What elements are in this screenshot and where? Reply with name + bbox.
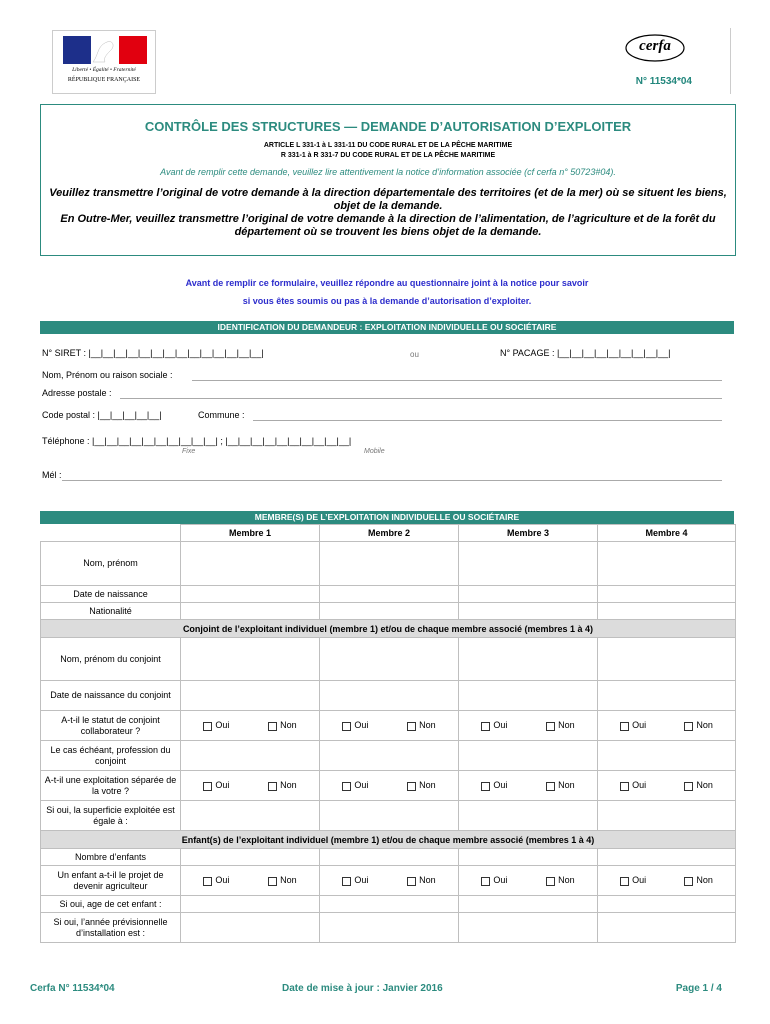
input-cell[interactable] <box>181 913 320 943</box>
input-cell[interactable] <box>459 603 598 620</box>
address-label: Adresse postale : <box>42 388 112 398</box>
conjoint-subsection-row <box>41 620 736 638</box>
input-cell[interactable] <box>598 542 736 586</box>
member-nationality-row <box>41 603 736 620</box>
address-input-line[interactable] <box>120 398 722 399</box>
header-divider <box>730 28 731 94</box>
input-cell[interactable] <box>598 913 736 943</box>
non-checkbox[interactable]: Non <box>407 780 436 790</box>
input-cell[interactable] <box>459 638 598 681</box>
row-label: A-t-il le statut de conjoint collaborateur ? <box>41 711 181 741</box>
yes-no-cell <box>181 866 320 896</box>
cerfa-logo-text: cerfa <box>639 38 671 54</box>
yes-no-cell <box>181 771 320 801</box>
non-checkbox[interactable]: Non <box>684 720 713 730</box>
cerfa-logo <box>625 33 685 63</box>
input-cell[interactable] <box>598 603 736 620</box>
input-cell[interactable] <box>459 681 598 711</box>
phone-field[interactable]: Téléphone : |__|__|__|__|__|__|__|__|__|__| ; |__|__|__|__|__|__|__|__|__|__| <box>42 436 352 446</box>
name-label: Nom, Prénom ou raison sociale : <box>42 370 173 380</box>
row-label: Si oui, age de cet enfant : <box>41 896 181 913</box>
input-cell[interactable] <box>181 741 320 771</box>
oui-checkbox[interactable]: Oui <box>342 780 368 790</box>
yes-no-cell <box>598 771 736 801</box>
email-label: Mél : <box>42 470 62 480</box>
yes-no-cell <box>459 866 598 896</box>
input-cell[interactable] <box>320 586 459 603</box>
intro-line-1: Avant de remplir ce formulaire, veuillez répondre au questionnaire joint à la notice pour savoir <box>185 278 589 288</box>
row-label: Nom, prénom <box>41 542 181 586</box>
siret-field[interactable]: N° SIRET : |__|__|__|__|__|__|__|__|__|__|__|__|__|__| <box>42 348 264 358</box>
non-checkbox[interactable]: Non <box>546 720 575 730</box>
pacage-field[interactable]: N° PACAGE : |__|__|__|__|__|__|__|__|__| <box>500 348 671 358</box>
conjoint-status-row <box>41 711 736 741</box>
send-instruction-2: En Outre-Mer, veuillez transmettre l’original de votre demande à la direction de l’alimentation, de l’agriculture et de la forêt du département où se trouvent les biens objet de la demande. <box>60 213 716 238</box>
oui-checkbox[interactable]: Oui <box>620 875 646 885</box>
non-checkbox[interactable]: Non <box>407 720 436 730</box>
input-cell[interactable] <box>598 849 736 866</box>
input-cell[interactable] <box>598 681 736 711</box>
marianne-flag-icon <box>63 36 147 64</box>
input-cell[interactable] <box>181 638 320 681</box>
input-cell[interactable] <box>320 681 459 711</box>
input-cell[interactable] <box>598 801 736 831</box>
input-cell[interactable] <box>181 896 320 913</box>
conjoint-subsection-title: Conjoint de l’exploitant individuel (membre 1) et/ou de chaque membre associé (membres 1 à 4) <box>41 620 736 638</box>
oui-checkbox[interactable]: Oui <box>481 780 507 790</box>
send-instruction-1: Veuillez transmettre l’original de votre demande à la direction départementale des territoires (et de la mer) où se situent les biens, objet de la demande. <box>49 187 727 212</box>
phone-mobile-label: Mobile <box>364 448 385 455</box>
yes-no-cell <box>459 711 598 741</box>
form-title: CONTRÔLE DES STRUCTURES — DEMANDE D’AUTORISATION D’EXPLOITER <box>144 119 632 134</box>
email-input-line[interactable] <box>62 480 722 481</box>
input-cell[interactable] <box>320 542 459 586</box>
name-input-line[interactable] <box>192 380 722 381</box>
footer-form-number: Cerfa N° 11534*04 <box>30 983 115 994</box>
input-cell[interactable] <box>320 741 459 771</box>
footer-page-number: Page 1 / 4 <box>675 983 722 994</box>
notice-note: Avant de remplir cette demande, veuillez lire attentivement la notice d’information associée (cf cerfa n° 50723#04). <box>160 167 616 177</box>
yes-no-cell <box>320 771 459 801</box>
input-cell[interactable] <box>181 603 320 620</box>
member-2-header: Membre 2 <box>320 525 459 542</box>
yes-no-cell <box>320 711 459 741</box>
input-cell[interactable] <box>598 896 736 913</box>
member-birthdate-row <box>41 586 736 603</box>
row-label: Si oui, la superficie exploitée est égale à : <box>41 801 181 831</box>
input-cell[interactable] <box>598 638 736 681</box>
input-cell[interactable] <box>459 542 598 586</box>
republique-francaise-logo <box>52 30 156 94</box>
input-cell[interactable] <box>459 741 598 771</box>
oui-checkbox[interactable]: Oui <box>342 720 368 730</box>
enfants-subsection-title: Enfant(s) de l’exploitant individuel (membre 1) et/ou de chaque membre associé (membres 1 à 4) <box>41 831 736 849</box>
yes-no-cell <box>181 711 320 741</box>
input-cell[interactable] <box>598 586 736 603</box>
non-checkbox[interactable]: Non <box>268 875 297 885</box>
oui-checkbox[interactable]: Oui <box>620 720 646 730</box>
non-checkbox[interactable]: Non <box>268 720 297 730</box>
row-label: Le cas échéant, profession du conjoint <box>41 741 181 771</box>
input-cell[interactable] <box>181 849 320 866</box>
child-farmer-project-row <box>41 866 736 896</box>
yes-no-cell <box>320 866 459 896</box>
members-table <box>40 524 736 943</box>
member-name-row <box>41 542 736 586</box>
input-cell[interactable] <box>459 586 598 603</box>
non-checkbox[interactable]: Non <box>407 875 436 885</box>
input-cell[interactable] <box>459 913 598 943</box>
article-reference-1: ARTICLE L 331-1 à L 331-11 DU CODE RURAL ET DE LA PÊCHE MARITIME <box>263 142 513 149</box>
phone-fixe-label: Fixe <box>182 448 196 455</box>
republic-motto: Liberté • Égalité • Fraternité <box>72 67 136 73</box>
non-checkbox[interactable]: Non <box>546 780 575 790</box>
member-1-header: Membre 1 <box>181 525 320 542</box>
row-label: A-t-il une exploitation séparée de la votre ? <box>41 771 181 801</box>
input-cell[interactable] <box>320 913 459 943</box>
non-checkbox[interactable]: Non <box>268 780 297 790</box>
footer-update-date: Date de mise à jour : Janvier 2016 <box>282 983 443 994</box>
row-label: Date de naissance <box>41 586 181 603</box>
siret-or-pacage-label: ou <box>410 350 419 359</box>
child-age-row <box>41 896 736 913</box>
members-section-title: MEMBRE(S) DE L’EXPLOITATION INDIVIDUELLE OU SOCIÉTAIRE <box>40 511 734 524</box>
members-header-row <box>41 525 736 542</box>
non-checkbox[interactable]: Non <box>684 780 713 790</box>
child-install-year-row <box>41 913 736 943</box>
row-label: Date de naissance du conjoint <box>41 681 181 711</box>
oui-checkbox[interactable]: Oui <box>481 720 507 730</box>
conjoint-name-row <box>41 638 736 681</box>
input-cell[interactable] <box>181 681 320 711</box>
oui-checkbox[interactable]: Oui <box>620 780 646 790</box>
non-checkbox[interactable]: Non <box>684 875 713 885</box>
identification-section-title: IDENTIFICATION DU DEMANDEUR : EXPLOITATION INDIVIDUELLE OU SOCIÉTAIRE <box>40 321 734 334</box>
non-checkbox[interactable]: Non <box>546 875 575 885</box>
header-box <box>40 104 736 256</box>
conjoint-profession-row <box>41 741 736 771</box>
intro-line-2: si vous êtes soumis ou pas à la demande d’autorisation d’exploiter. <box>242 296 532 306</box>
yes-no-cell <box>459 771 598 801</box>
conjoint-surface-row <box>41 801 736 831</box>
input-cell[interactable] <box>181 542 320 586</box>
oui-checkbox[interactable]: Oui <box>203 780 229 790</box>
input-cell[interactable] <box>181 586 320 603</box>
input-cell[interactable] <box>598 741 736 771</box>
input-cell[interactable] <box>320 801 459 831</box>
oui-checkbox[interactable]: Oui <box>203 875 229 885</box>
conjoint-birthdate-row <box>41 681 736 711</box>
commune-input-line[interactable] <box>253 420 722 421</box>
input-cell[interactable] <box>320 638 459 681</box>
enfants-subsection-row <box>41 831 736 849</box>
input-cell[interactable] <box>459 849 598 866</box>
commune-label: Commune : <box>198 410 245 420</box>
input-cell[interactable] <box>181 801 320 831</box>
oui-checkbox[interactable]: Oui <box>203 720 229 730</box>
yes-no-cell <box>598 711 736 741</box>
yes-no-cell <box>598 866 736 896</box>
row-label: Nationalité <box>41 603 181 620</box>
input-cell[interactable] <box>320 849 459 866</box>
oui-checkbox[interactable]: Oui <box>342 875 368 885</box>
conjoint-separate-farm-row <box>41 771 736 801</box>
input-cell[interactable] <box>320 603 459 620</box>
row-label: Un enfant a-t-il le projet de devenir agriculteur <box>41 866 181 896</box>
article-reference-2: R 331-1 à R 331-7 DU CODE RURAL ET DE LA PÊCHE MARITIME <box>280 152 496 159</box>
children-count-row <box>41 849 736 866</box>
postal-code-field[interactable]: Code postal : |__|__|__|__|__| <box>42 410 162 420</box>
row-label: Nombre d’enfants <box>41 849 181 866</box>
oui-checkbox[interactable]: Oui <box>481 875 507 885</box>
input-cell[interactable] <box>320 896 459 913</box>
send-instructions <box>47 187 729 239</box>
form-number: N° 11534*04 <box>635 76 692 87</box>
republic-name: RÉPUBLIQUE FRANÇAISE <box>67 77 141 83</box>
input-cell[interactable] <box>459 896 598 913</box>
member-4-header: Membre 4 <box>598 525 736 542</box>
row-label: Nom, prénom du conjoint <box>41 638 181 681</box>
member-3-header: Membre 3 <box>459 525 598 542</box>
input-cell[interactable] <box>459 801 598 831</box>
row-label: Si oui, l’année prévisionnelle d’installation est : <box>41 913 181 943</box>
